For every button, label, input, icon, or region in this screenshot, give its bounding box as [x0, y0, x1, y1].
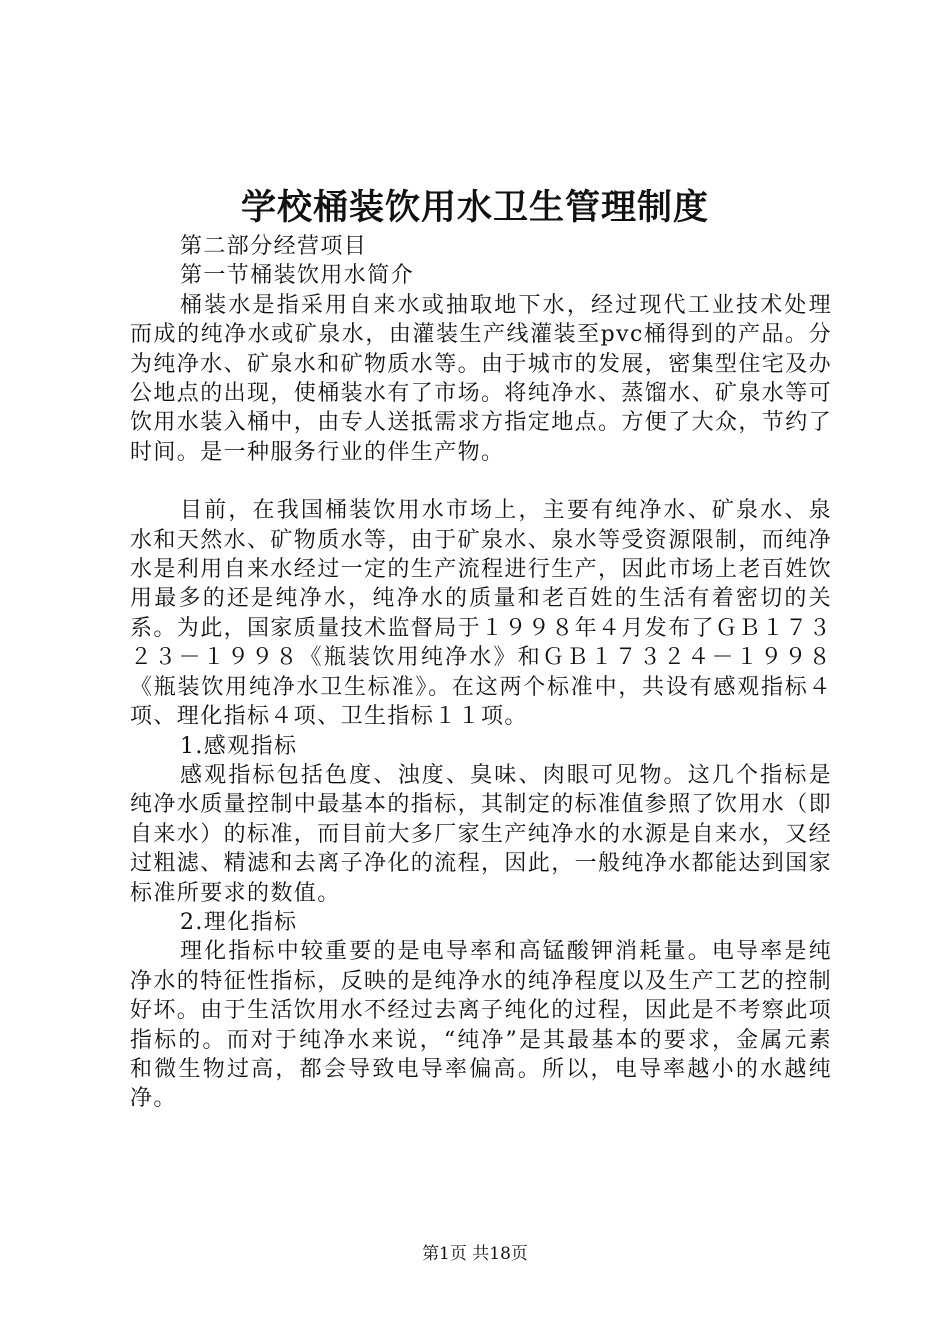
page-number-footer: 第1页 共18页 — [422, 1244, 528, 1264]
paragraph-market: 目前，在我国桶装饮用水市场上，主要有纯净水、矿泉水、泉水和天然水、矿物质水等，由于矿泉水、泉水等受资源限制，而纯净水是利用自来水经过一定的生产流程进行生产，因此市场上老百姓饮用最多的还是纯净水，纯净水的质量和老百姓的生活有着密切的关系。为此，国家质量技术监督局于１９９８年４月发布了ＧＢ１７３２３－１９９８《瓶装饮用纯净水》和ＧＢ１７３２４－１９９８《瓶装饮用纯净水卫生标准》。在这两个标准中，共设有感观指标４项、理化指标４项、卫生指标１１项。 — [130, 498, 833, 730]
subheading-physicochemical: 2.理化指标 — [180, 909, 298, 935]
part-heading: 第二部分经营项目 — [180, 234, 368, 259]
subheading-sensory: 1.感观指标 — [180, 733, 298, 759]
paragraph-physicochemical: 理化指标中较重要的是电导率和高锰酸钾消耗量。电导率是纯净水的特征性指标，反映的是纯净水的纯净程度以及生产工艺的控制好坏。由于生活饮用水不经过去离子纯化的过程，因此是不考察此项指标的。而对于纯净水来说，“纯净”是其最基本的要求，金属元素和微生物过高，都会导致电导率偏高。所以，电导率越小的水越纯净。 — [130, 939, 833, 1112]
paragraph-sensory: 感观指标包括色度、浊度、臭味、肉眼可见物。这几个指标是纯净水质量控制中最基本的指标，其制定的标准值参照了饮用水（即自来水）的标准，而目前大多厂家生产纯净水的水源是自来水，又经过粗滤、精滤和去离子净化的流程，因此，一般纯净水都能达到国家标准所要求的数值。 — [130, 762, 833, 906]
document-body — [130, 232, 832, 1114]
document-title: 学校桶装饮用水卫生管理制度 — [240, 187, 709, 228]
paragraph-intro: 桶装水是指采用自来水或抽取地下水，经过现代工业技术处理而成的纯净水或矿泉水，由灌装生产线灌装至pvc桶得到的产品。分为纯净水、矿泉水和矿物质水等。由于城市的发展，密集型住宅及办公地点的出现，使桶装水有了市场。将纯净水、蒸馏水、矿泉水等可饮用水装入桶中，由专人送抵需求方指定地点。方便了大众，节约了时间。是一种服务行业的伴生产物。 — [130, 292, 833, 465]
section-heading: 第一节桶装饮用水简介 — [180, 263, 415, 289]
